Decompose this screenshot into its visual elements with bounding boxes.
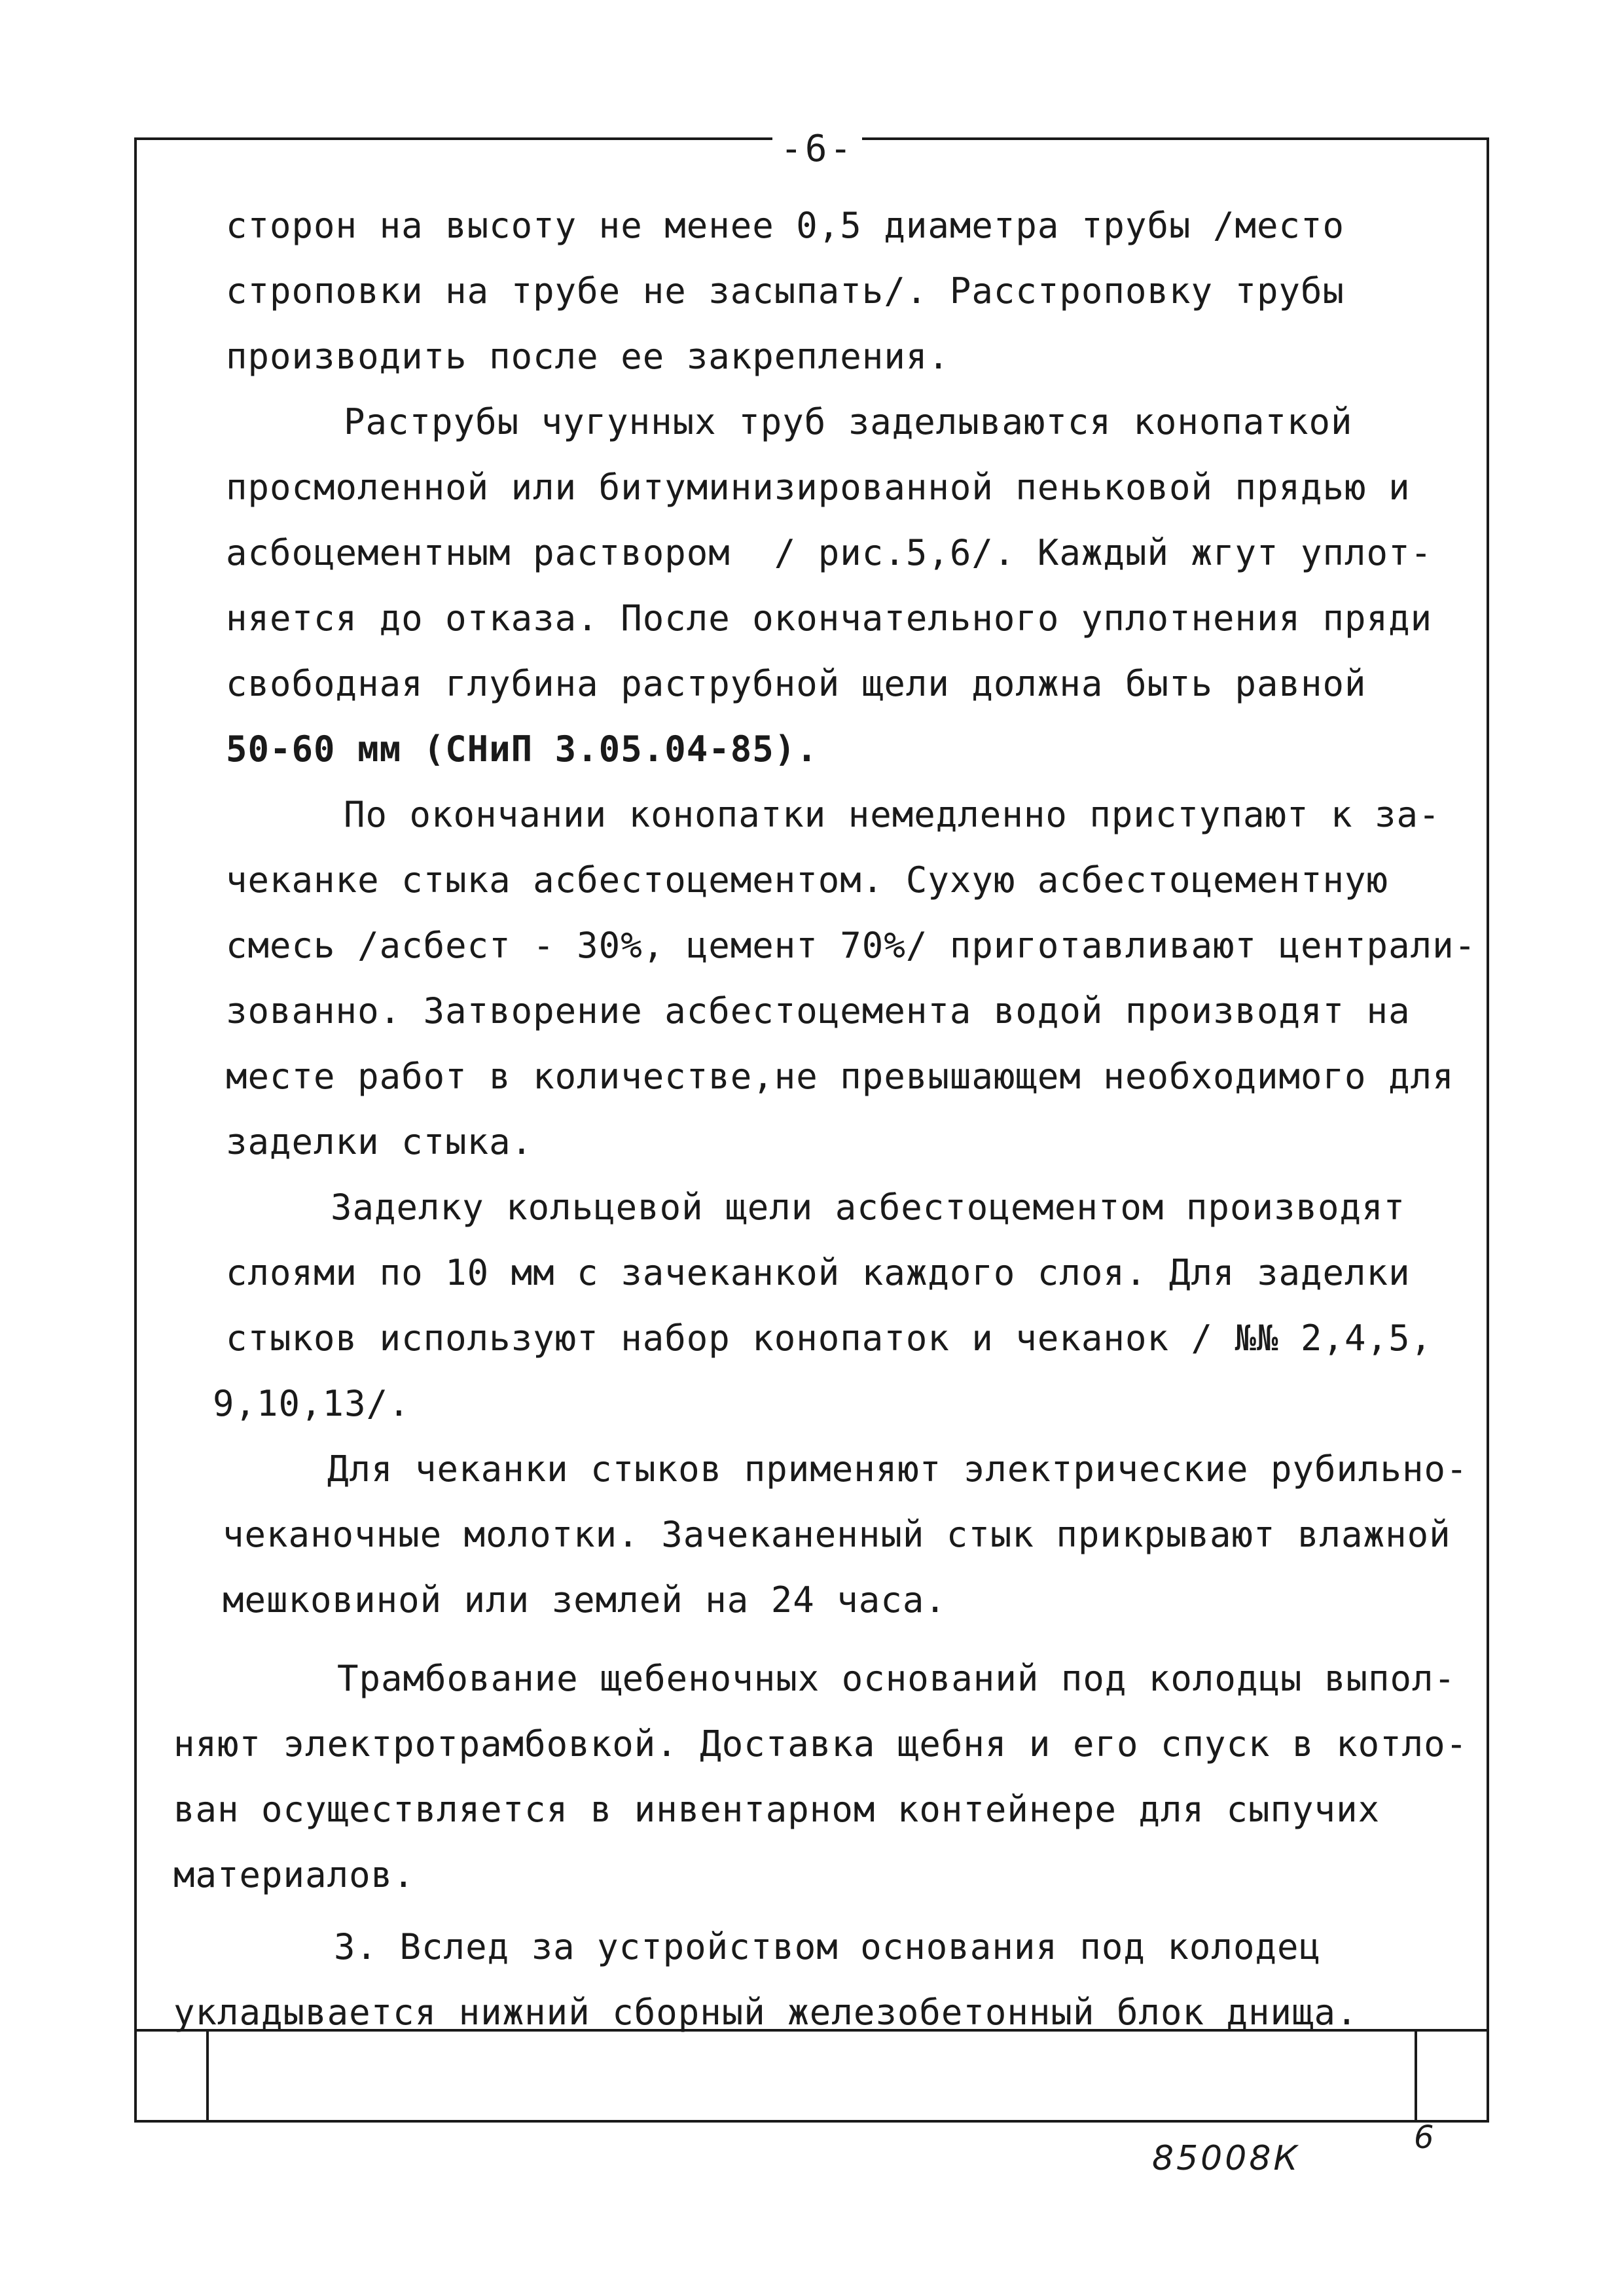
text-line: свободная глубина раструбной щели должна быть равной	[226, 663, 1367, 704]
text-line: 3. Вслед за устройством основания под колодец	[334, 1926, 1321, 1967]
text-line: месте работ в количестве,не превышающем необходимого для	[226, 1056, 1454, 1097]
text-line: строповки на трубе не засыпать/. Расстроповку трубы	[226, 270, 1345, 312]
text-line: ван осуществляется в инвентарном контейнере для сыпучих	[173, 1789, 1380, 1830]
document-code: 85008К	[1152, 2139, 1301, 2178]
text-line: асбоцементным раствором / рис.5,6/. Каждый жгут уплот-	[226, 532, 1433, 573]
text-line: стыков используют набор конопаток и чеканок / №№ 2,4,5,	[226, 1318, 1433, 1359]
text-line: 9,10,13/.	[213, 1383, 410, 1424]
text-line: укладывается нижний сборный железобетонный блок днища.	[173, 1992, 1358, 2033]
text-line: чеканке стыка асбестоцементом. Сухую асбестоцементную	[226, 859, 1389, 901]
text-line: Заделку кольцевой щели асбестоцементом производят	[331, 1187, 1406, 1228]
text-line: слоями по 10 мм с зачеканкой каждого слоя. Для заделки	[226, 1252, 1411, 1293]
text-line: сторон на высоту не менее 0,5 диаметра трубы /место	[226, 205, 1345, 246]
text-line: Трамбование щебеночных оснований под колодцы выпол-	[337, 1658, 1456, 1699]
text-line: По окончании конопатки немедленно приступают к за-	[344, 794, 1441, 835]
page-number: -6-	[772, 128, 862, 170]
stamp-divider-left	[206, 2032, 209, 2120]
text-line: смесь /асбест - 30%, цемент 70%/ приготавливают централи-	[226, 925, 1477, 966]
text-line: Для чеканки стыков применяют электрические рубильно-	[327, 1448, 1468, 1490]
text-line: мешковиной или землей на 24 часа.	[223, 1579, 947, 1621]
text-line: 50-60 мм (СНиП 3.05.04-85).	[226, 728, 818, 770]
stamp-block	[134, 2029, 1489, 2123]
text-line: няют электротрамбовкой. Доставка щебня и его спуск в котло-	[173, 1723, 1468, 1765]
sheet-number: 6	[1414, 2119, 1434, 2156]
text-line: Раструбы чугунных труб заделываются конопаткой	[344, 401, 1353, 442]
text-line: зованно. Затворение асбестоцемента водой производят на	[226, 990, 1411, 1031]
text-line: чеканочные молотки. Зачеканенный стык прикрывают влажной	[223, 1514, 1451, 1555]
text-line: заделки стыка.	[226, 1121, 533, 1162]
text-line: материалов.	[173, 1854, 415, 1895]
stamp-divider-right	[1415, 2032, 1417, 2120]
text-line: няется до отказа. После окончательного уплотнения пряди	[226, 598, 1433, 639]
text-line: производить после ее закрепления.	[226, 336, 950, 377]
text-line: просмоленной или битуминизированной пеньковой прядью и	[226, 467, 1411, 508]
